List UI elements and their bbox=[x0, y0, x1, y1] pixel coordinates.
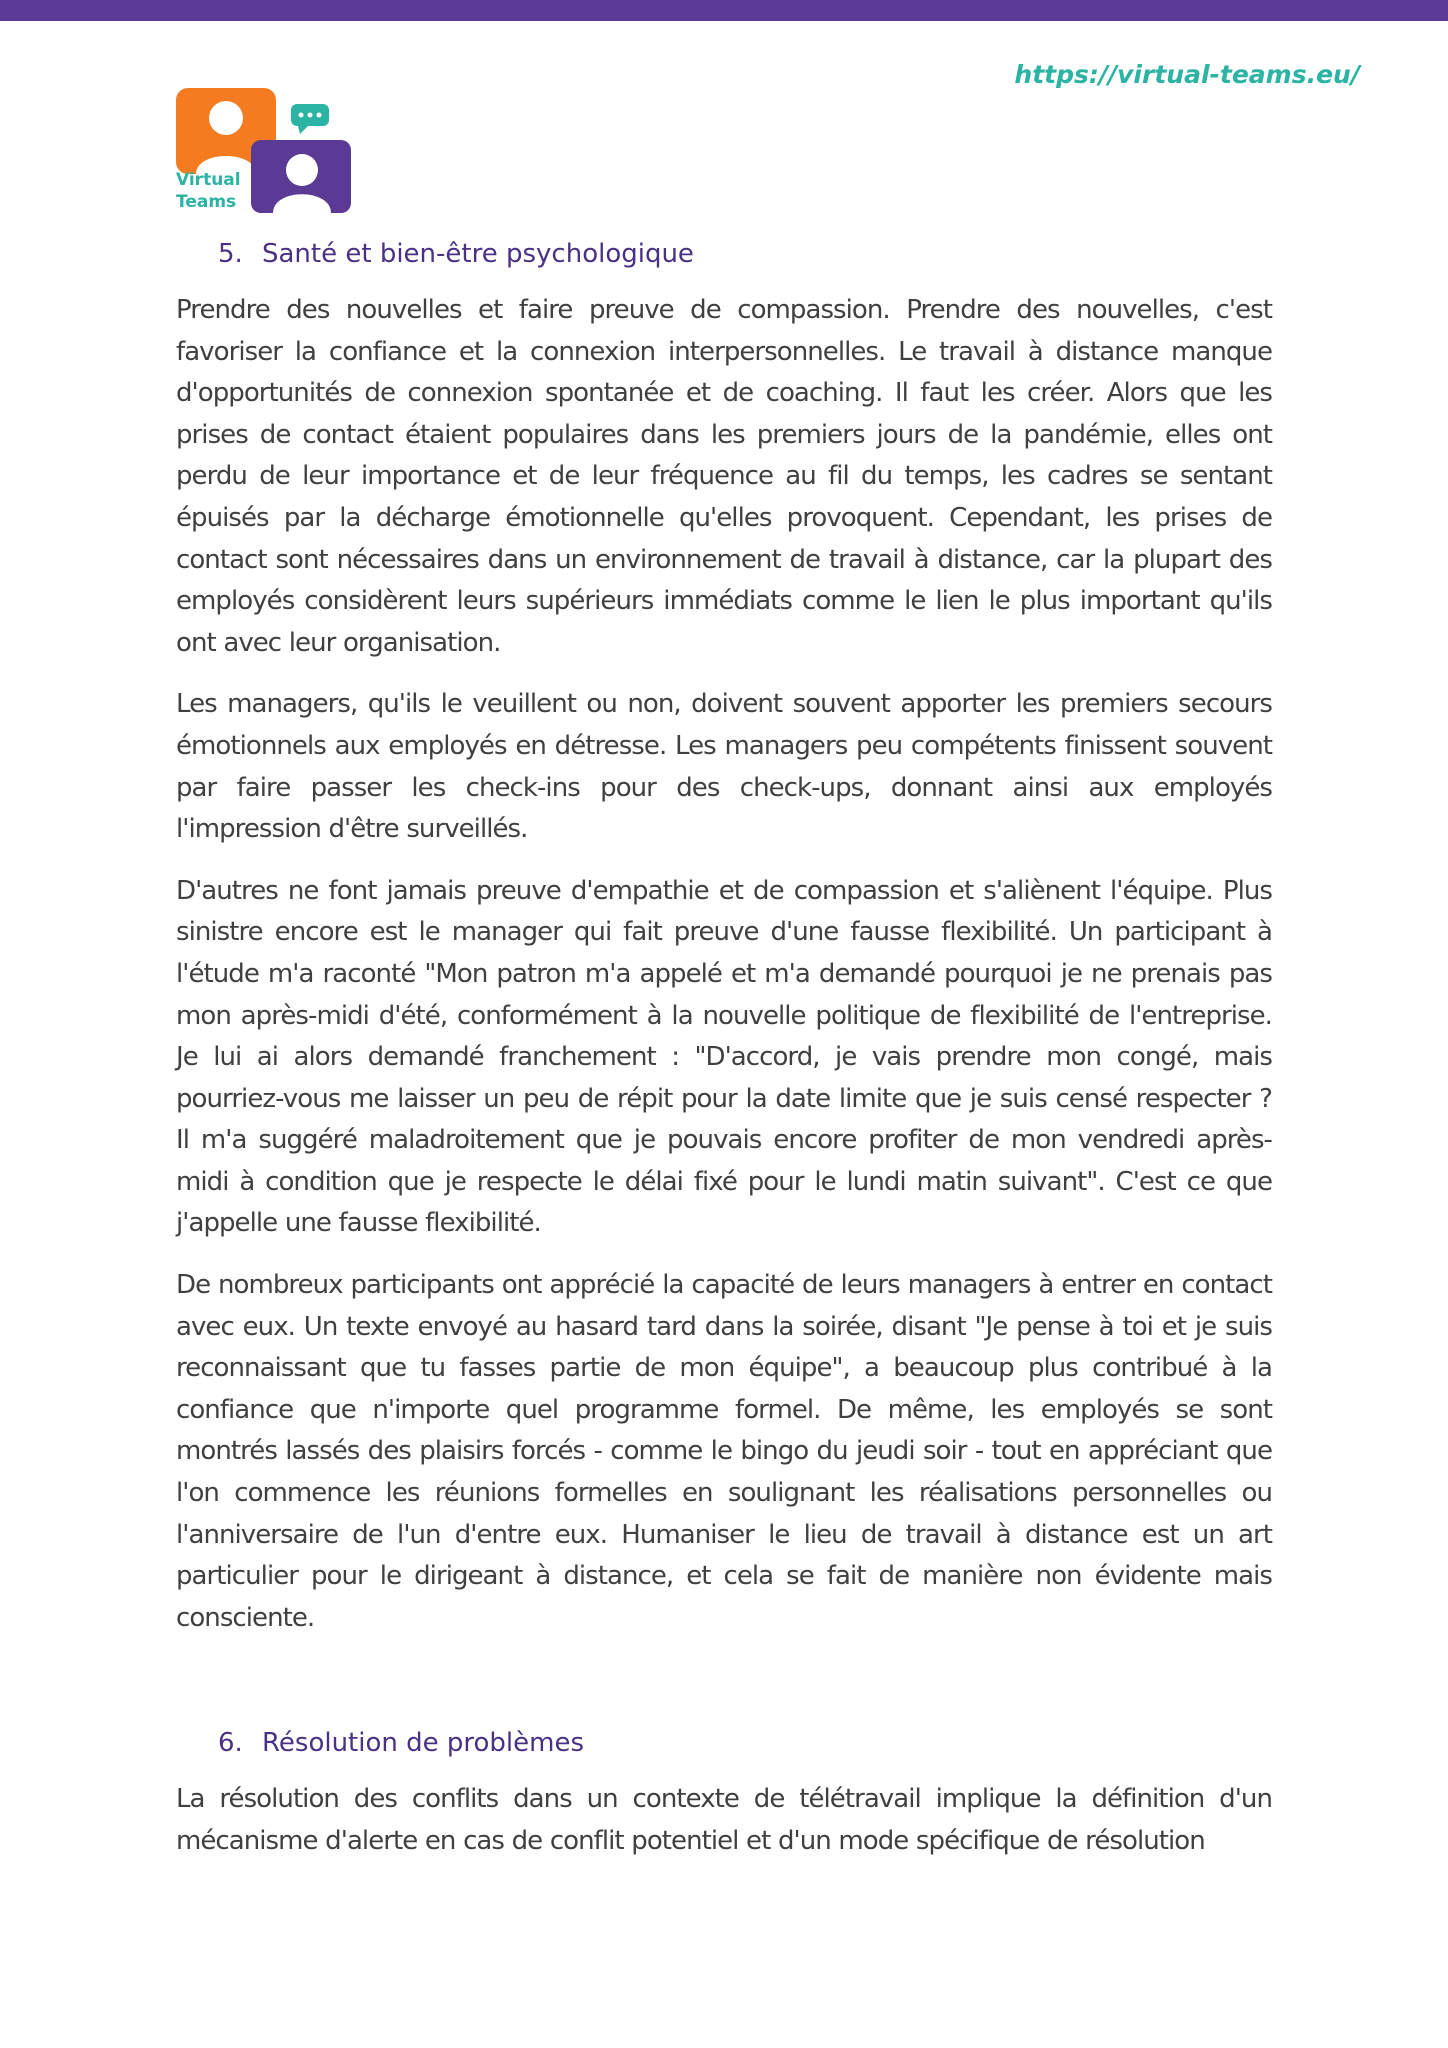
logo-word-teams: Teams bbox=[176, 192, 237, 212]
section-title: Santé et bien-être psychologique bbox=[262, 239, 694, 269]
top-brand-bar bbox=[0, 0, 1448, 21]
paragraph: La résolution des conflits dans un contexte de télétravail implique la définition d'un mécanisme d'alerte en cas de conflit potentiel et d'un mode spécifique de résolution bbox=[176, 1784, 1272, 1856]
paragraph: Les managers, qu'ils le veuillent ou non, doivent souvent apporter les premiers secours émotionnels aux employés en détresse. Les managers peu compétents finissent souvent par faire passer les check-ins pour des check-ups, donnant ainsi aux employés l'impression d'être surveillés. bbox=[176, 689, 1272, 845]
document-body bbox=[176, 232, 1272, 1883]
header-url-link[interactable]: https://virtual-teams.eu/ bbox=[1014, 60, 1360, 89]
paragraph: De nombreux participants ont apprécié la capacité de leurs managers à entrer en contact avec eux. Un texte envoyé au hasard tard dans la soirée, disant "Je pense à toi et je suis reconnaissant que tu fasses partie de mon équipe", a beaucoup plus contribué à la confiance que n'importe quel programme formel. De même, les employés se sont montrés lassés des plaisirs forcés - comme le bingo du jeudi soir - tout en appréciant que l'on commence les réunions formelles en soulignant les réalisations personnelles ou l'anniversaire de l'un d'entre eux. Humaniser le lieu de travail à distance est un art particulier pour le dirigeant à distance, et cela se fait de manière non évidente mais consciente. bbox=[176, 1270, 1272, 1633]
paragraph: D'autres ne font jamais preuve d'empathie et de compassion et s'aliènent l'équipe. Plus sinistre encore est le manager qui fait preuve d'une fausse flexibilité. Un participant à l'étude m'a raconté "Mon patron m'a appelé et m'a demandé pourquoi je ne prenais pas mon après-midi d'été, conformément à la nouvelle politique de flexibilité de l'entreprise. Je lui ai alors demandé franchement : "D'accord, je vais prendre mon congé, mais pourriez-vous me laisser un peu de répit pour la date limite que je suis censé respecter ? Il m'a suggéré maladroitement que je pouvais encore profiter de mon vendredi après-midi à condition que je respecte le délai fixé pour le lundi matin suivant". C'est ce que j'appelle une fausse flexibilité. bbox=[176, 875, 1272, 1239]
section-heading-6 bbox=[218, 1721, 1272, 1765]
logo-word-virtual: Virtual bbox=[176, 170, 241, 190]
virtual-teams-logo bbox=[176, 88, 351, 213]
section-title: Résolution de problèmes bbox=[262, 1728, 585, 1759]
section-number: 5. bbox=[218, 239, 243, 269]
section-number: 6. bbox=[218, 1728, 243, 1759]
paragraph: Prendre des nouvelles et faire preuve de compassion. Prendre des nouvelles, c'est favoriser la confiance et la connexion interpersonnelles. Le travail à distance manque d'opportunités de connexion spontanée et de coaching. Il faut les créer. Alors que les prises de contact étaient populaires dans les premiers jours de la pandémie, elles ont perdu de leur importance et de leur fréquence au fil du temps, les cadres se sentant épuisés par la décharge émotionnelle qu'elles provoquent. Cependant, les prises de contact sont nécessaires dans un environnement de travail à distance, car la plupart des employés considèrent leurs supérieurs immédiats comme le lien le plus important qu'ils ont avec leur organisation. bbox=[176, 295, 1272, 658]
section-heading-5 bbox=[218, 232, 1272, 276]
section-spacer bbox=[176, 1659, 1272, 1721]
